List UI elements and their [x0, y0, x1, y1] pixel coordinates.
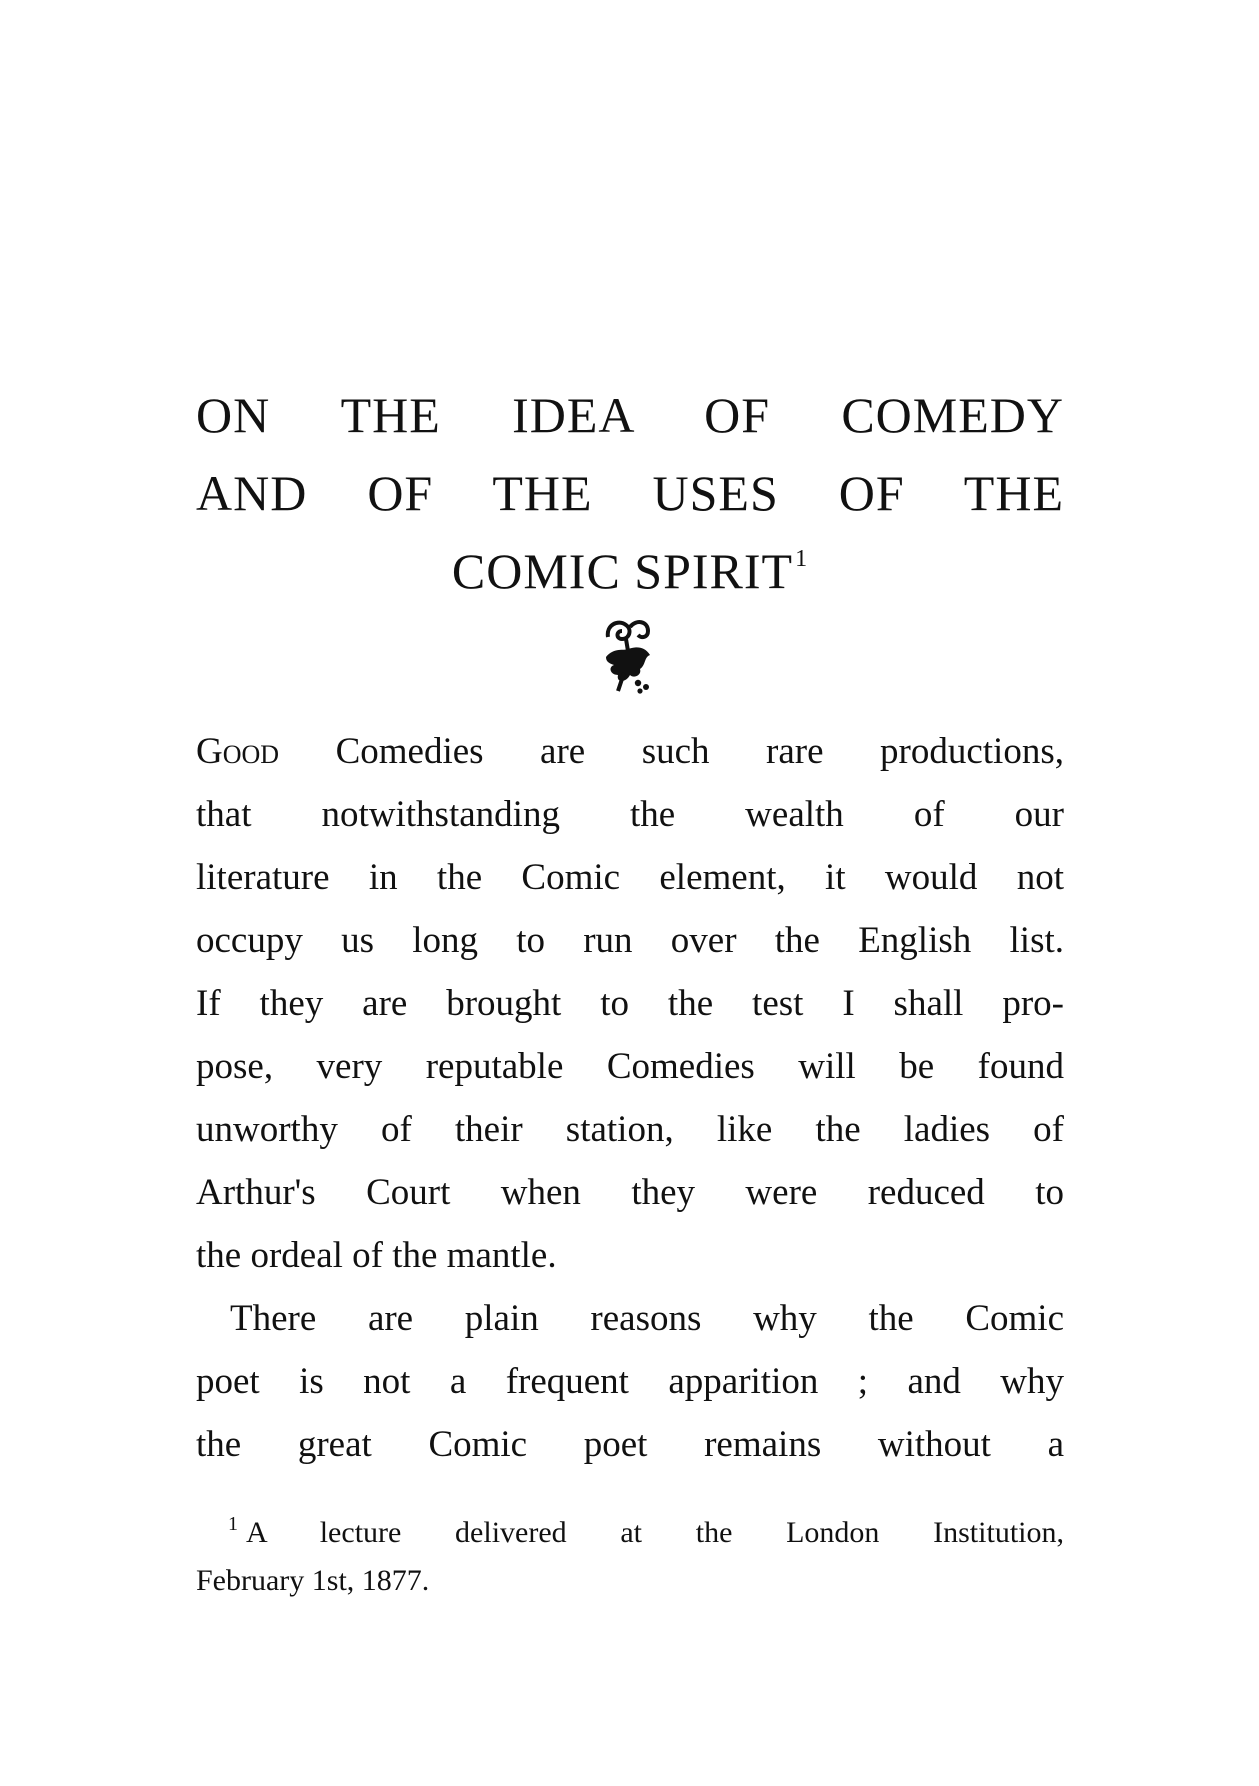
- footnote-line-2: February 1st, 1877.: [196, 1564, 430, 1597]
- paragraph-1-line-2: that notwithstanding the wealth of our: [196, 794, 1064, 835]
- footnote-text: A lecture delivered at the London Institution,: [246, 1516, 1064, 1549]
- chapter-title-line-3: [196, 543, 1064, 599]
- paragraph-1-line-1: [196, 733, 1064, 770]
- chapter-title-line-1: ON THE IDEA OF COMEDY: [196, 387, 1064, 443]
- paragraph-2-line-2: poet is not a frequent apparition ; and why: [196, 1361, 1064, 1402]
- paragraph-2-line-1: There are plain reasons why the Comic: [230, 1298, 1064, 1339]
- paragraph-1-line-3: literature in the Comic element, it would not: [196, 857, 1064, 898]
- chapter-title-line-2: AND OF THE USES OF THE: [196, 465, 1064, 521]
- drop-word: Good: [196, 731, 280, 772]
- floral-ornament-icon: [600, 617, 656, 695]
- paragraph-1-line-5: If they are brought to the test I shall pro-: [196, 983, 1064, 1024]
- paragraph-1-line-8: Arthur's Court when they were reduced to: [196, 1172, 1064, 1213]
- paragraph-1-line-4: occupy us long to run over the English list.: [196, 920, 1064, 961]
- chapter-title-text: COMIC SPIRIT: [451, 543, 794, 599]
- paragraph-1-line-9: the ordeal of the mantle.: [196, 1235, 557, 1276]
- footnote-reference: 1: [795, 546, 809, 572]
- paragraph-1-line-6: pose, very reputable Comedies will be found: [196, 1046, 1064, 1087]
- paragraph-1-line-1-text: Comedies are such rare productions,: [279, 731, 1064, 772]
- paragraph-1-line-7: unworthy of their station, like the ladies of: [196, 1109, 1064, 1150]
- footnote-line-1: [228, 1514, 1064, 1548]
- paragraph-2-line-3: the great Comic poet remains without a: [196, 1424, 1064, 1465]
- footnote-marker: 1: [228, 1513, 238, 1535]
